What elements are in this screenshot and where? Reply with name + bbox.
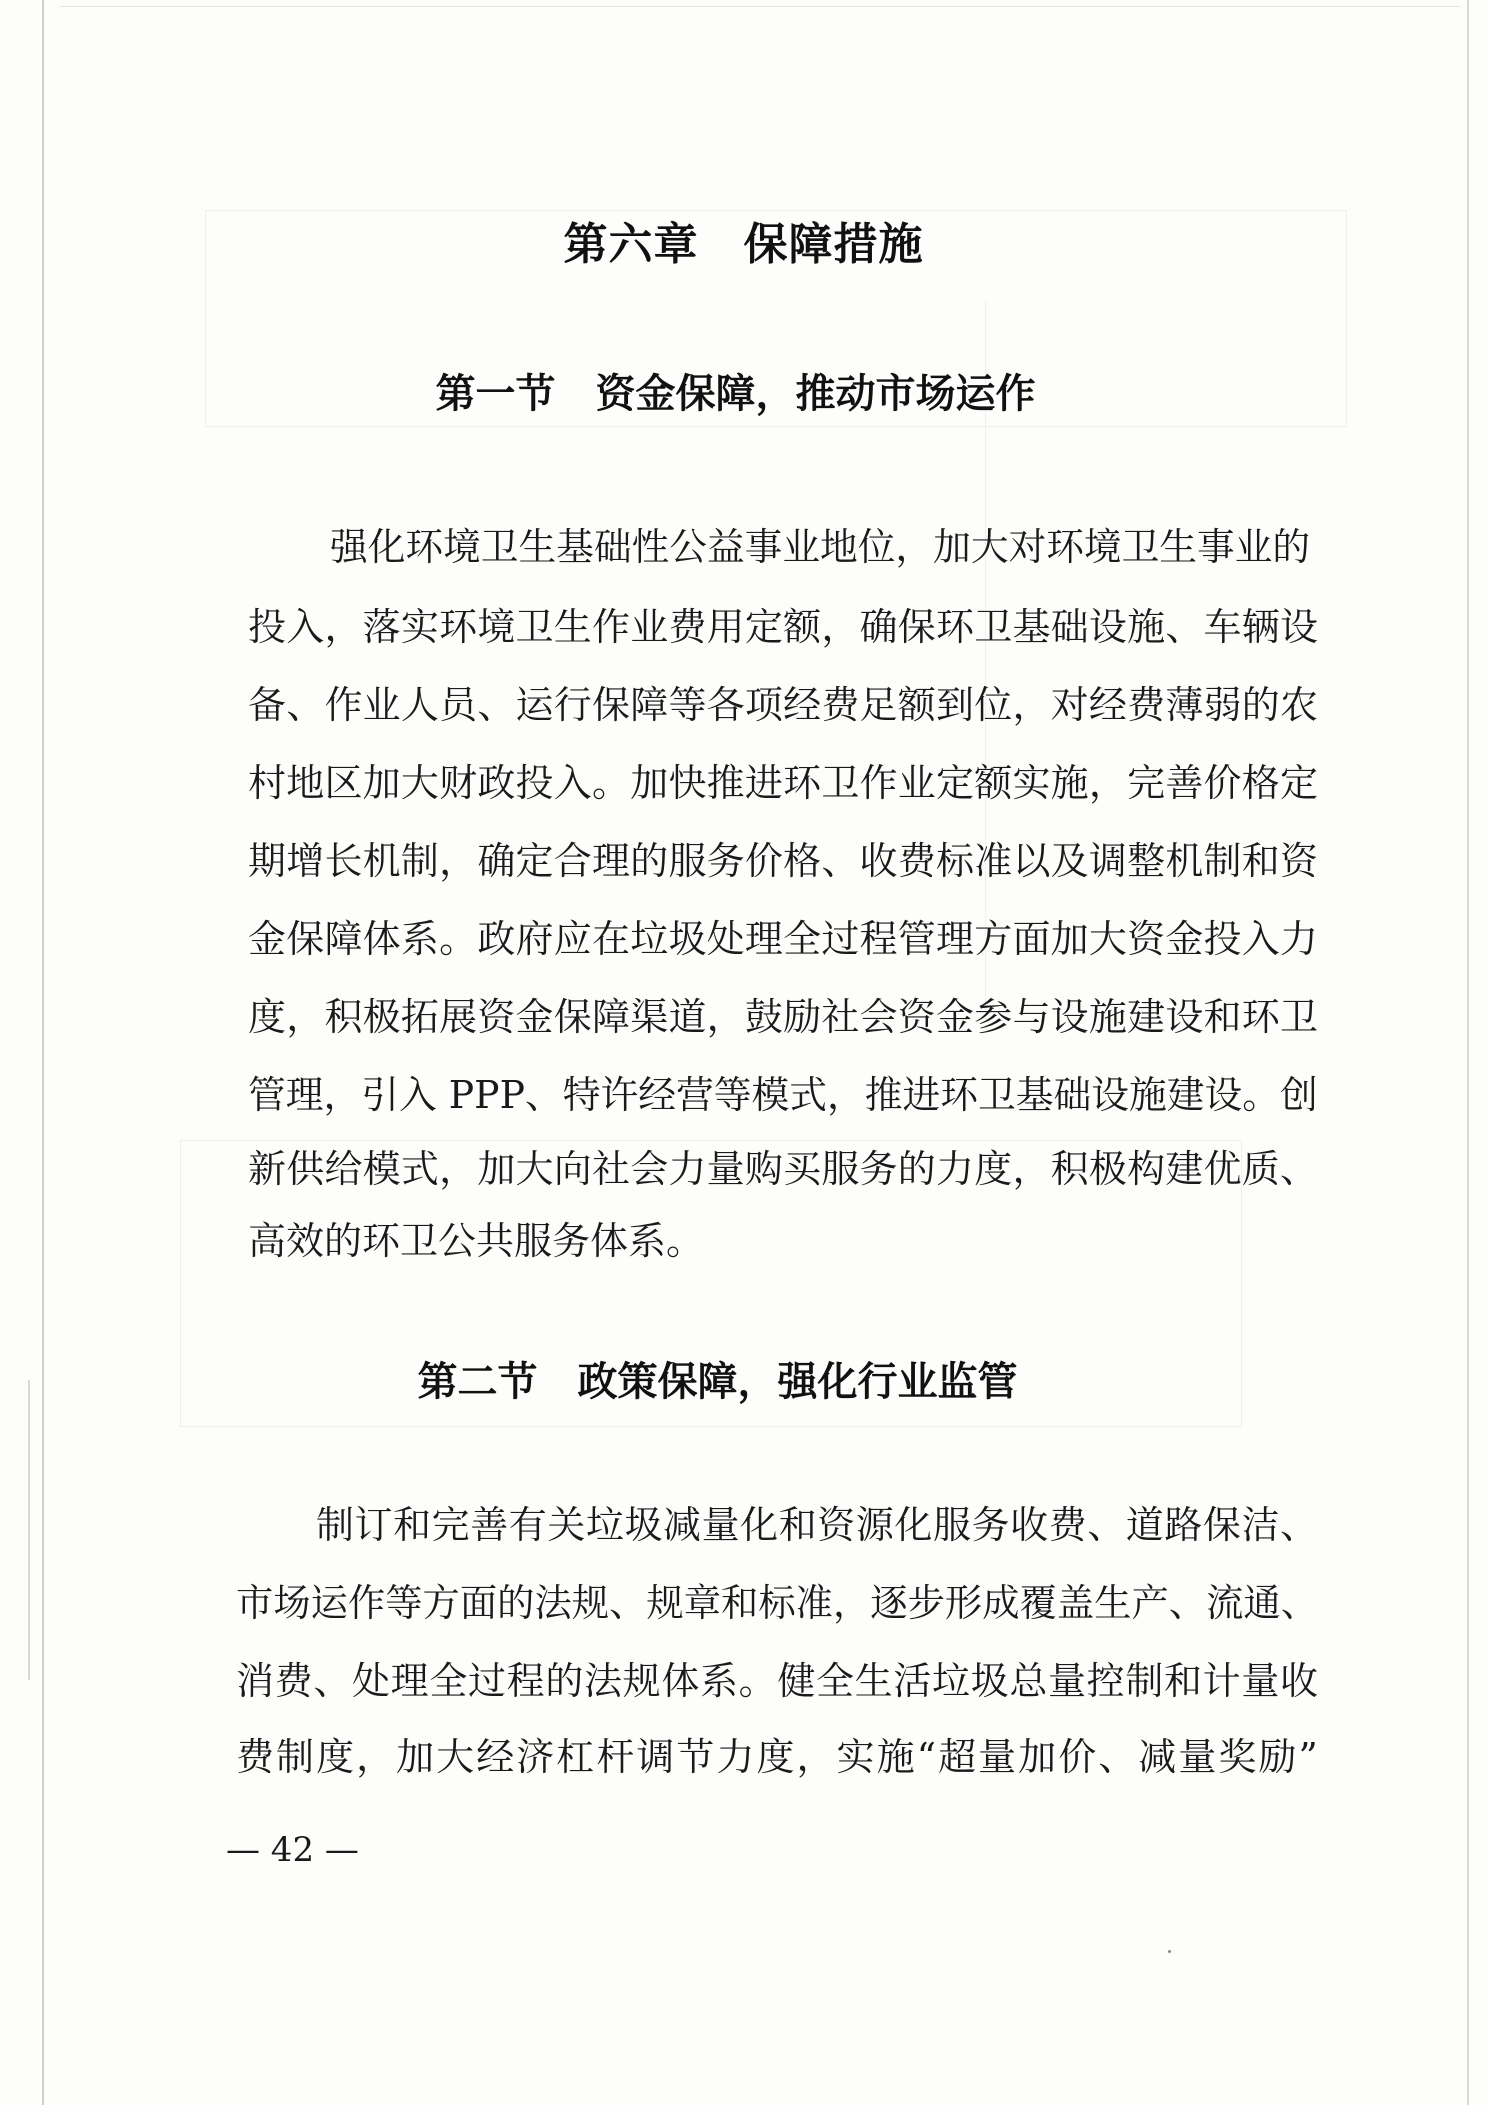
scan-speck: [1168, 1950, 1171, 1953]
paragraph-line: 管理，引入 PPP、特许经营等模式，推进环卫基础设施建设。创: [248, 1073, 1318, 1117]
section-1-heading: 第一节 资金保障，推动市场运作: [435, 371, 1036, 417]
paragraph-line: 制订和完善有关垃圾减量化和资源化服务收费、道路保洁、: [316, 1503, 1319, 1547]
paragraph-line: 备、作业人员、运行保障等各项经费足额到位，对经费薄弱的农: [248, 683, 1319, 727]
paragraph-line: 强化环境卫生基础性公益事业地位，加大对环境卫生事业的: [330, 525, 1311, 569]
paragraph-line: 期增长机制，确定合理的服务价格、收费标准以及调整机制和资: [248, 839, 1319, 883]
paragraph-line: 高效的环卫公共服务体系。: [248, 1219, 705, 1263]
paragraph-line: 金保障体系。政府应在垃圾处理全过程管理方面加大资金投入力: [248, 917, 1319, 961]
scan-top-rule: [60, 6, 1460, 7]
paragraph-line: 市场运作等方面的法规、规章和标准，逐步形成覆盖生产、流通、: [236, 1581, 1319, 1625]
paragraph-line: 费制度，加大经济杠杆调节力度，实施“超量加价、减量奖励”: [236, 1735, 1320, 1779]
scan-left-mark: [28, 1380, 30, 1680]
chapter-title: 第六章 保障措施: [563, 219, 924, 270]
page-number: — 42 —: [226, 1830, 359, 1870]
paragraph-line: 度，积极拓展资金保障渠道，鼓励社会资金参与设施建设和环卫: [248, 995, 1319, 1039]
paragraph-line: 新供给模式，加大向社会力量购买服务的力度，积极构建优质、: [248, 1147, 1319, 1191]
paragraph-line: 消费、处理全过程的法规体系。健全生活垃圾总量控制和计量收: [236, 1659, 1319, 1703]
paragraph-line: 投入，落实环境卫生作业费用定额，确保环卫基础设施、车辆设: [248, 605, 1319, 649]
scan-left-edge: [42, 0, 44, 2105]
scan-right-edge: [1467, 0, 1469, 2105]
paragraph-line: 村地区加大财政投入。加快推进环卫作业定额实施，完善价格定: [248, 761, 1319, 805]
section-2-heading: 第二节 政策保障，强化行业监管: [417, 1359, 1018, 1405]
